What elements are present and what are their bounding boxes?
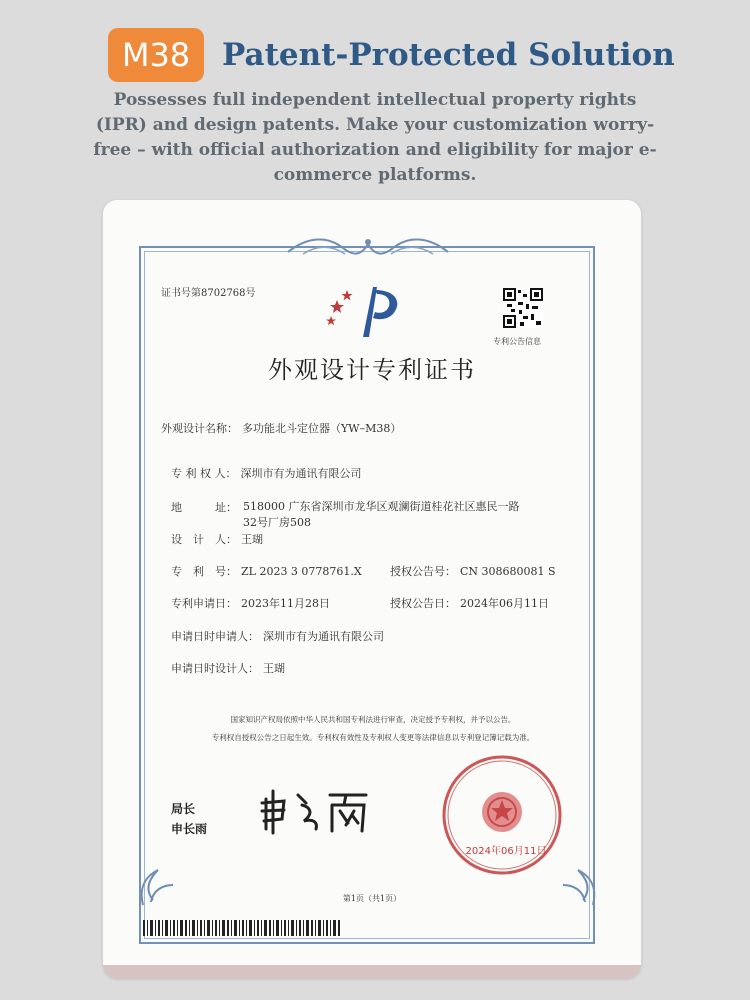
grant-number-value: CN 308680081 S: [460, 565, 556, 578]
design-name-value: 多功能北斗定位器（YW–M38）: [242, 422, 402, 435]
barcode-icon: [143, 920, 343, 936]
patentee-label: 专 利 权 人：: [171, 467, 237, 480]
certificate-photo: [103, 200, 641, 978]
applicant-value: 深圳市有为通讯有限公司: [263, 630, 384, 643]
patent-number-field: [171, 563, 362, 579]
official-seal-icon: [439, 752, 565, 878]
certificate-number: 证书号第8702768号: [161, 288, 256, 299]
qr-code-label: 专利公告信息: [493, 337, 541, 346]
apply-date-value: 2023年11月28日: [241, 597, 330, 610]
top-ornament-icon: [283, 234, 453, 260]
grant-date-label: 授权公告日：: [390, 597, 456, 610]
designer-field: [171, 531, 263, 547]
grant-date-value: 2024年06月11日: [460, 597, 549, 610]
design-name-field: [161, 420, 401, 436]
certificate-title: 外观设计专利证书: [268, 356, 476, 384]
notice-line-1: 国家知识产权局依照中华人民共和国专利法进行审查，决定授予专利权，并予以公告。: [230, 715, 516, 724]
patentee-field: [171, 465, 362, 481]
seal-date: 2024年06月11日: [465, 846, 547, 857]
header: [0, 0, 750, 200]
designer-value: 王瑚: [241, 533, 263, 546]
notice-line-2: 专利权自授权公告之日起生效。专利权有效性及专利权人变更等法律信息以专利登记簿记载为准。: [211, 733, 535, 742]
apply-date-label: 专利申请日：: [171, 597, 237, 610]
address-value: 518000 广东省深圳市龙华区观澜街道桂花社区惠民一路32号厂房508: [243, 500, 520, 529]
model-badge: M38: [108, 28, 204, 82]
address-label: 地 址：: [171, 501, 237, 514]
page-title: Patent-Protected Solution: [222, 37, 675, 73]
patentee-value: 深圳市有为通讯有限公司: [240, 467, 362, 480]
grant-number-field: [390, 563, 556, 579]
director-name: 申长雨: [171, 822, 208, 836]
app-designer-label: 申请日时设计人：: [171, 662, 259, 675]
director-signature-icon: [258, 785, 378, 835]
applicant-label: 申请日时申请人：: [171, 630, 259, 643]
page-number: 第1页（共1页）: [342, 894, 402, 903]
app-designer-value: 王瑚: [263, 662, 285, 675]
design-name-label: 外观设计名称：: [161, 422, 238, 435]
director-title: 局长: [171, 802, 196, 816]
grant-number-label: 授权公告号：: [390, 565, 456, 578]
qr-code-icon: [503, 288, 543, 328]
patent-office-emblem-icon: [323, 282, 413, 342]
page-subtitle: Possesses full independent intellectual property rights (IPR) and design patents. Make your customization worry-free – with official authorization and eligibility for major e-commerce platforms.: [93, 90, 657, 185]
designer-label: 设 计 人：: [171, 533, 237, 546]
apply-date-field: [171, 595, 330, 611]
applicant-field: [171, 628, 384, 644]
grant-date-field: [390, 595, 549, 611]
app-designer-field: [171, 660, 285, 676]
patent-number-value: ZL 2023 3 0778761.X: [241, 565, 362, 578]
photo-bottom-band: [103, 965, 641, 978]
patent-number-label: 专 利 号：: [171, 565, 237, 578]
